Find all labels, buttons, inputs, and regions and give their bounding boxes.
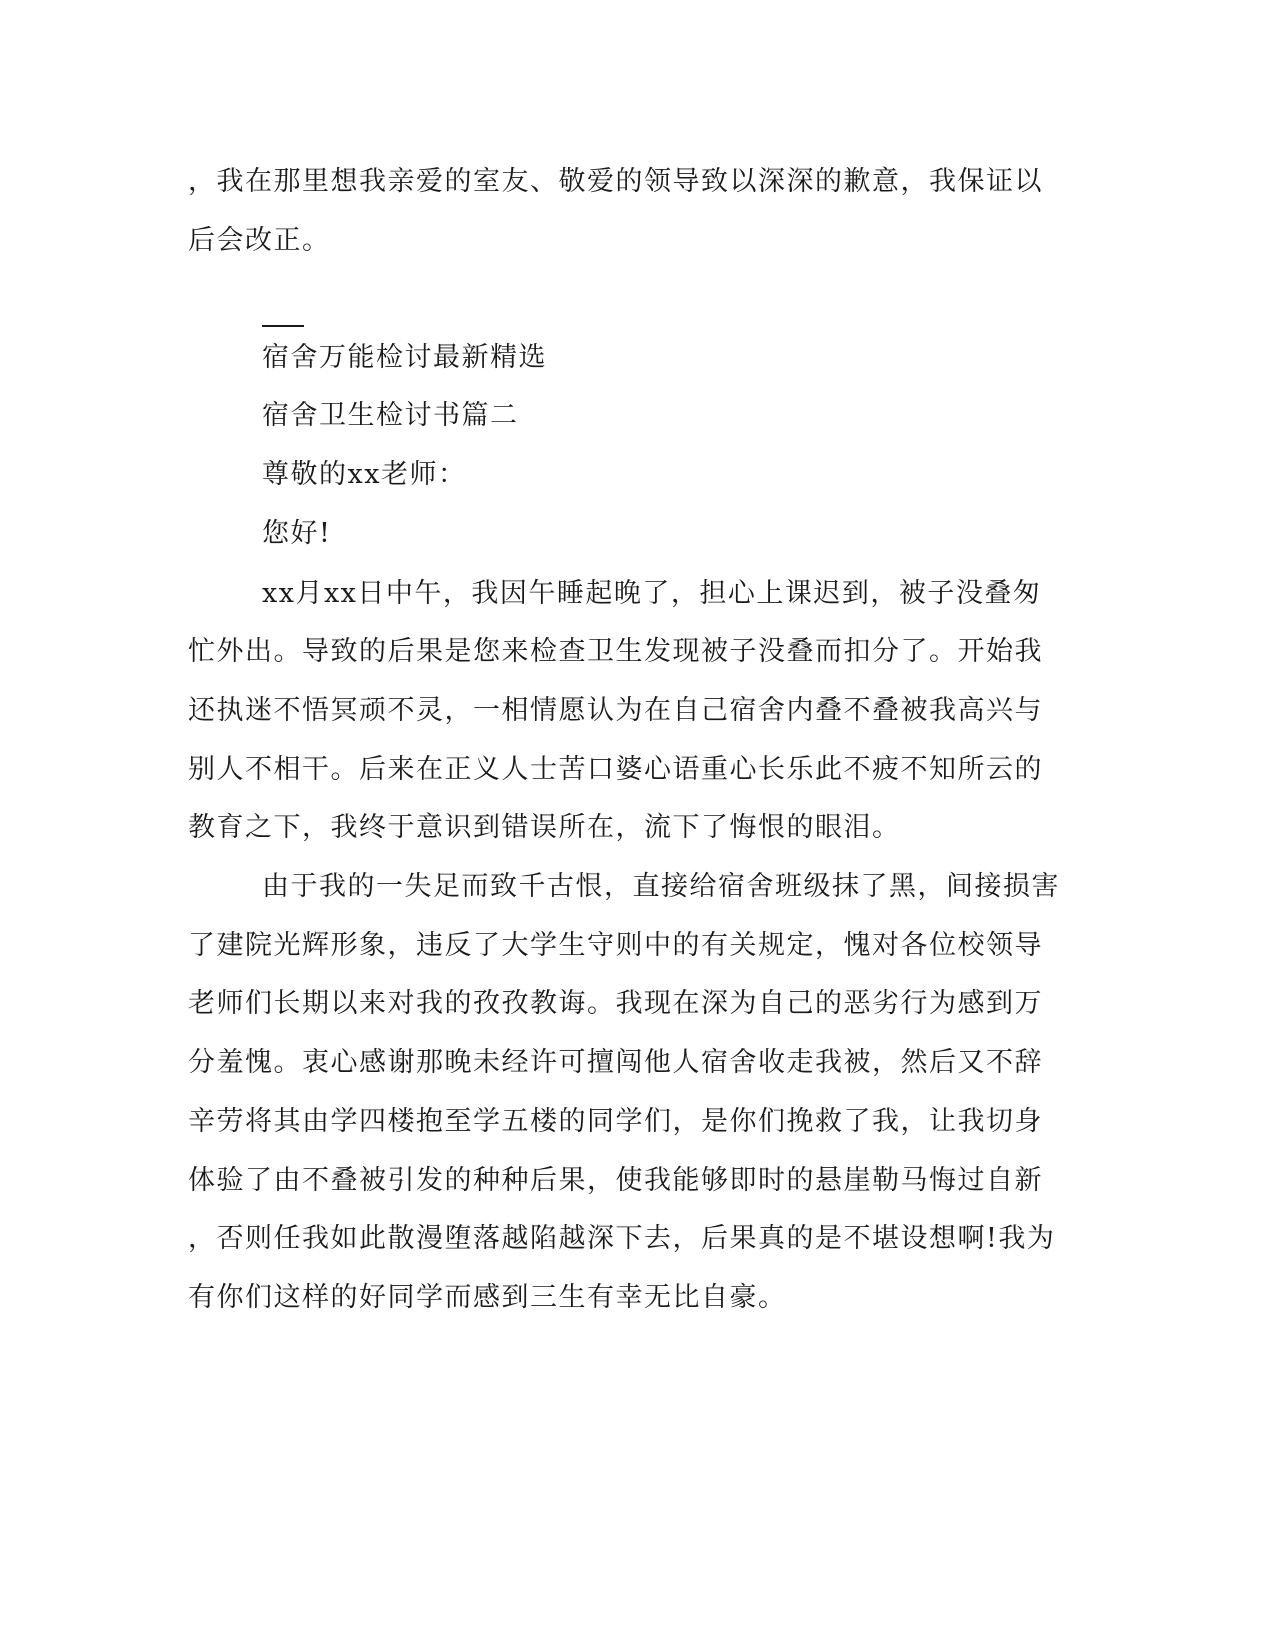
paragraph-line: 后会改正。: [188, 225, 331, 256]
paragraph-line: 辛劳将其由学四楼抱至学五楼的同学们，是你们挽救了我，让我切身: [188, 1106, 1043, 1137]
paragraph-line: ，我在那里想我亲爱的室友、敬爱的领导致以深深的歉意，我保证以: [188, 166, 1043, 197]
paragraph-line: 别人不相干。后来在正义人士苦口婆心语重心长乐此不疲不知所云的: [188, 754, 1043, 785]
paragraph-line: 分羞愧。衷心感谢那晚未经许可擅闯他人宿舍收走我被，然后又不辞: [188, 1047, 1043, 1078]
paragraph-line: 由于我的一失足而致千古恨，直接给宿舍班级抹了黑，间接损害: [262, 871, 1060, 902]
paragraph-line: 还执迷不悟冥顽不灵，一相情愿认为在自己宿舍内叠不叠被我高兴与: [188, 695, 1043, 726]
salutation: 尊敬的xx老师：: [262, 459, 467, 490]
section-heading: 宿舍万能检讨最新精选: [262, 342, 547, 373]
paragraph-line: 教育之下，我终于意识到错误所在，流下了悔恨的眼泪。: [188, 812, 901, 843]
paragraph-line: xx月xx日中午，我因午睡起晚了，担心上课迟到，被子没叠匆: [262, 578, 1042, 609]
paragraph-line: 了建院光辉形象，违反了大学生守则中的有关规定，愧对各位校领导: [188, 930, 1043, 961]
paragraph-line: 有你们这样的好同学而感到三生有幸无比自豪。: [188, 1282, 787, 1313]
document-title: 宿舍卫生检讨书篇二: [262, 400, 519, 431]
paragraph-line: 老师们长期以来对我的孜孜教诲。我现在深为自己的恶劣行为感到万: [188, 988, 1043, 1019]
separator-rule: [262, 325, 304, 327]
paragraph-line: 体验了由不叠被引发的种种后果，使我能够即时的悬崖勒马悔过自新: [188, 1165, 1043, 1196]
paragraph-line: ，否则任我如此散漫堕落越陷越深下去，后果真的是不堪设想啊!我为: [188, 1223, 1056, 1254]
paragraph-line: 忙外出。导致的后果是您来检查卫生发现被子没叠而扣分了。开始我: [188, 636, 1043, 667]
greeting: 您好!: [262, 518, 332, 549]
